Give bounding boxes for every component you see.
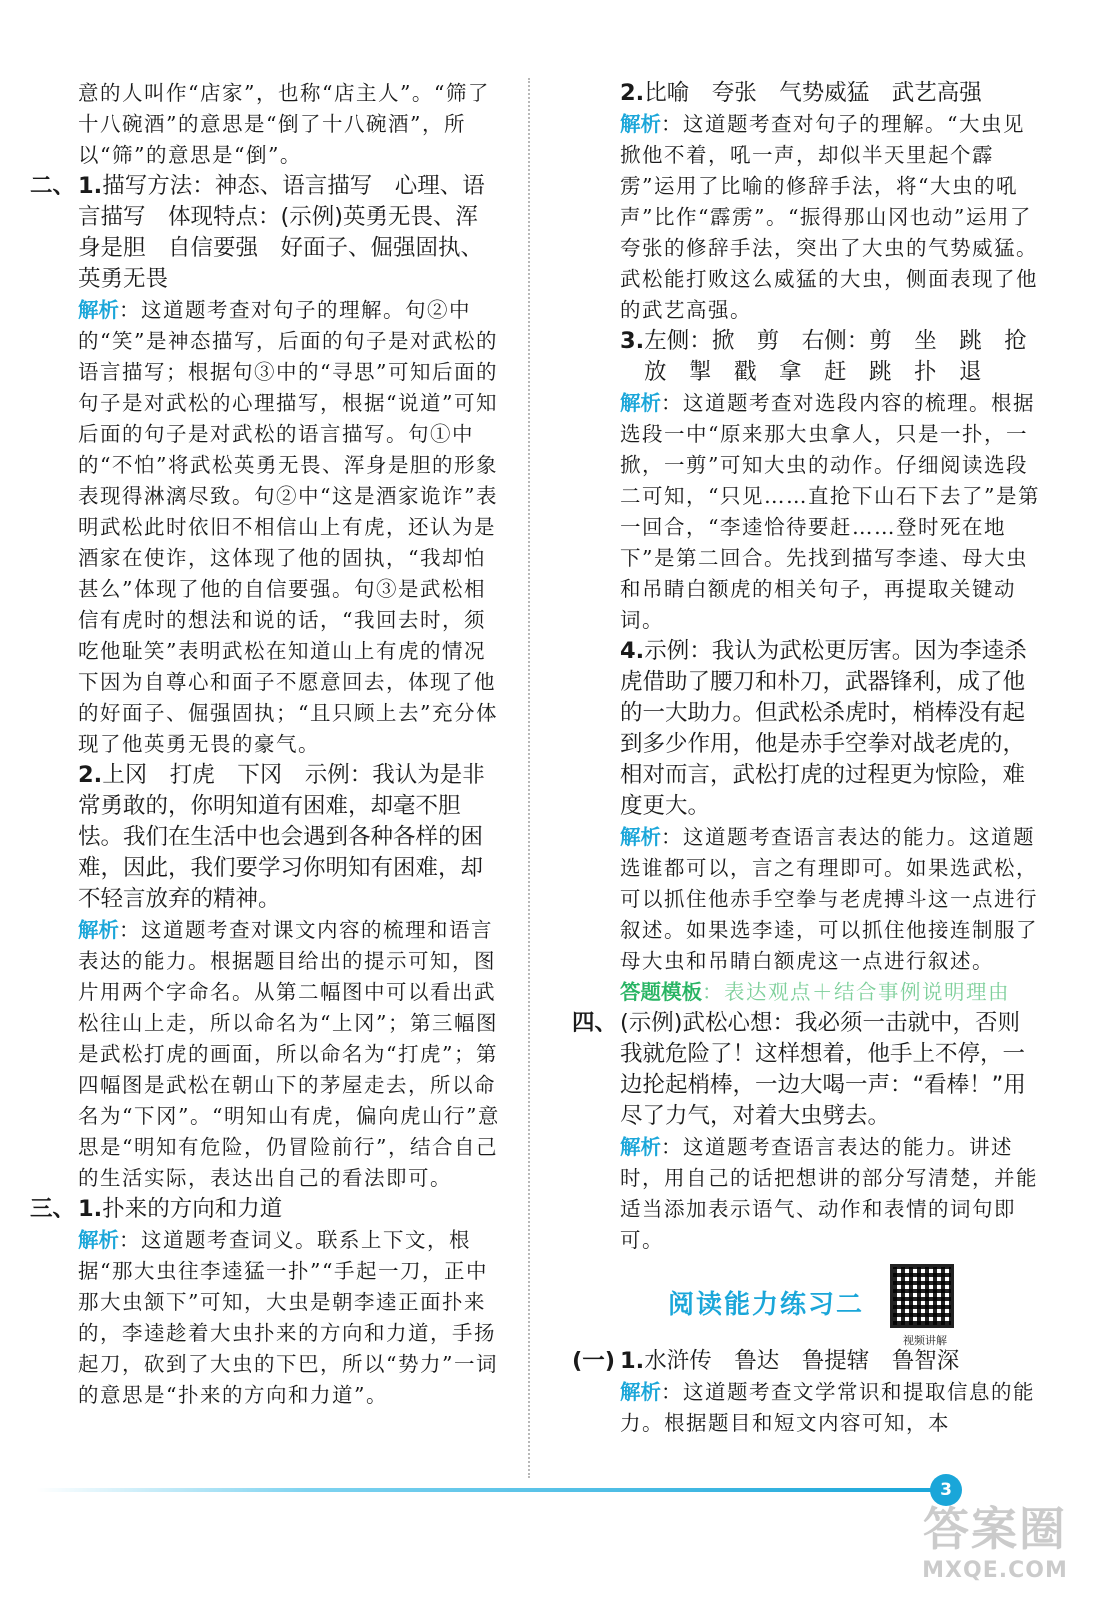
watermark-logo <box>900 1500 1090 1590</box>
answer-3-1: 1.扑来的方向和力道 <box>78 1196 283 1222</box>
analysis-3-3: 解析：这道题考查对选段内容的梳理。根据选段一中“原来那大虫拿人，只是一扑，一掀，一剪”可知大虫的动作。仔细阅读选段二可知，“只见……直抢下山石下去了”是第一回合，“李逵恰待要赶……登时死在地下”是第二回合。先找到描写李逵、母大虫和吊睛白额虎的相关句子，再提取关键动词。 <box>620 391 1040 632</box>
answer-3-3-line1: 3.左侧：掀 剪 右侧：剪 坐 跳 抢 <box>620 328 1027 354</box>
answer-template: 答题模板：表达观点＋结合事例说明理由 <box>620 980 1010 1004</box>
section-number: 四、 <box>572 1010 618 1036</box>
analysis-3-1: 解析：这道题考查词义。联系上下文，根据“那大虫往李逵猛一扑”“手起一刀，正中那大虫颔下”可知，大虫是朝李逵正面扑来的，李逵趁着大虫扑来的方向和力道，手扬起刀，砍到了大虫的下巴，所以“势力”一词的意思是“扑来的方向和力道”。 <box>78 1228 498 1407</box>
section-2 <box>30 171 500 1194</box>
intro-paragraph: 意的人叫作“店家”，也称“店主人”。“筛了十八碗酒”的意思是“倒了十八碗酒”，所以“筛”的意思是“倒”。 <box>78 81 490 167</box>
template-tag: 答题模板 <box>620 980 702 1004</box>
analysis-3-4: 解析：这道题考查语言表达的能力。这道题选谁都可以，言之有理即可。如果选武松，可以抓住他赤手空拳与老虎搏斗这一点进行叙述。如果选李逵，可以抓住他接连制服了母大虫和吊睛白额虎这一点进行叙述。 <box>620 825 1038 973</box>
qr-caption: 视频讲解 <box>903 1334 947 1347</box>
answer-4: (示例)武松心想：我必须一击就中，否则我就危险了！这样想着，他手上不停，一边抡起梢棒，一边大喝一声：“看棒！”用尽了力气，对着大虫劈去。 <box>620 1010 1026 1129</box>
subsection-1 <box>572 1346 1042 1439</box>
analysis-sub1-1: 解析：这道题考查文学常识和提取信息的能力。根据题目和短文内容可知，本 <box>620 1380 1035 1435</box>
analysis-tag: 解析 <box>620 1380 661 1404</box>
footer-line <box>36 1488 936 1492</box>
analysis-tag: 解析 <box>620 391 661 415</box>
subsection-number: (一) <box>572 1348 616 1374</box>
practice-title: 阅读能力练习二 <box>668 1290 865 1320</box>
left-column <box>30 78 500 1411</box>
answer-2-1: 1.描写方法：神态、语言描写 心理、语言描写 体现特点：(示例)英勇无畏、浑身是胆 自信要强 好面子、倔强固执、英勇无畏 <box>78 173 485 292</box>
analysis-tag: 解析 <box>620 825 661 849</box>
analysis-tag: 解析 <box>78 298 119 322</box>
answer-3-3-line2: 放 掣 戳 拿 赶 跳 扑 退 <box>644 359 982 385</box>
column-divider <box>528 78 530 1478</box>
answer-2-2: 2.上冈 打虎 下冈 示例：我认为是非常勇敢的，你明知道有困难，却毫不胆怯。我们在生活中也会遇到各种各样的困难，因此，我们要学习你明知有困难，却不轻言放弃的精神。 <box>78 762 485 912</box>
right-column <box>572 78 1042 1439</box>
practice-header <box>572 1264 1042 1347</box>
section-number: 二、 <box>30 173 76 199</box>
section-3-continued <box>572 78 1042 1008</box>
analysis-2-1: 解析：这道题考查对句子的理解。句②中的“笑”是神态描写，后面的句子是对武松的语言描写；根据句③中的“寻思”可知后面的句子是对武松的心理描写，根据“说道”可知后面的句子是对武松的语言描写。句①中的“不怕”将武松英勇无畏、浑身是胆的形象表现得淋漓尽致。句②中“这是酒家诡诈”表明武松此时依旧不相信山上有虎，还认为是酒家在使诈，这体现了他的固执，“我却怕甚么”体现了他的自信要强。句③是武松相信有虎时的想法和说的话，“我回去时，须吃他耻笑”表明武松在知道山上有虎的情况下因为自尊心和面子不愿意回去，体现了他的好面子、倔强固执；“且只顾上去”充分体现了他英勇无畏的豪气。 <box>78 298 498 756</box>
analysis-2-2: 解析：这道题考查对课文内容的梳理和语言表达的能力。根据题目给出的提示可知，图片用两个字命名。从第二幅图中可以看出武松往山上走，所以命名为“上冈”；第三幅图是武松打虎的画面，所以命名为“打虎”；第四幅图是武松在朝山下的茅屋走去，所以命名为“下冈”。“明知山有虎，偏向虎山行”意思是“明知有危险，仍冒险前行”，结合自己的生活实际，表达出自己的看法即可。 <box>78 918 500 1190</box>
analysis-tag: 解析 <box>620 1135 661 1159</box>
page-number: 3 <box>930 1474 962 1506</box>
watermark-title: 答案圈 <box>923 1502 1067 1556</box>
answer-3-4: 4.示例：我认为武松更厉害。因为李逵杀虎借助了腰刀和朴刀，武器锋利，成了他的一大助力。但武松杀虎时，梢棒没有起到多少作用，他是赤手空拳对战老虎的，相对而言，武松打虎的过程更为惊险，难度更大。 <box>620 638 1027 819</box>
qr-code-icon[interactable] <box>890 1264 954 1328</box>
section-number: 三、 <box>30 1196 76 1222</box>
section-4 <box>572 1008 1042 1256</box>
answer-3-2: 2.比喻 夸张 气势威猛 武艺高强 <box>620 80 982 106</box>
answer-sub1-1: 1.水浒传 鲁达 鲁提辖 鲁智深 <box>620 1348 960 1374</box>
section-3 <box>30 1194 500 1411</box>
analysis-tag: 解析 <box>78 1228 119 1252</box>
analysis-3-2: 解析：这道题考查对句子的理解。“大虫见掀他不着，吼一声，却似半天里起个霹雳”运用了比喻的修辞手法，将“大虫的吼声”比作“霹雳”。“振得那山冈也动”运用了夸张的修辞手法，突出了大虫的气势威猛。武松能打败这么威猛的大虫，侧面表现了他的武艺高强。 <box>620 112 1038 322</box>
analysis-tag: 解析 <box>78 918 119 942</box>
watermark-url: MXQE.COM <box>922 1558 1068 1583</box>
analysis-tag: 解析 <box>620 112 661 136</box>
analysis-4: 解析：这道题考查语言表达的能力。讲述时，用自己的话把想讲的部分写清楚，并能适当添加表示语气、动作和表情的词句即可。 <box>620 1135 1038 1252</box>
